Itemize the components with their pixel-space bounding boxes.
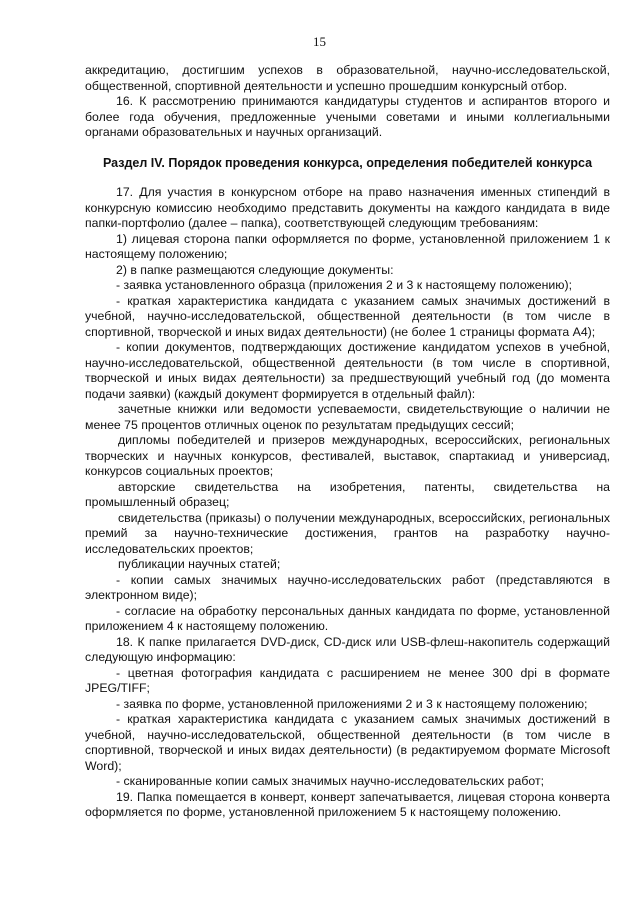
list-item: - краткая характеристика кандидата с указанием самых значимых достижений в учебной, научно-исследовательской, общественной деятельности (в том числе в спортивной, творческой и иных видах деятельности) (в редактируемом формате Microsoft Word); (85, 712, 610, 773)
list-item: свидетельства (приказы) о получении международных, всероссийских, региональных премий за научно-технические достижения, грантов на разработку научно-исследовательских проектов; (85, 510, 610, 556)
list-item: - согласие на обработку персональных данных кандидата по форме, установленной приложением 4 к настоящему положению. (85, 603, 610, 633)
paragraph-16: 16. К рассмотрению принимаются кандидатуры студентов и аспирантов второго и более года обучения, предложенные учеными советами и иными коллегиальными органами образовательных и научных организаций. (85, 94, 610, 139)
list-item: - краткая характеристика кандидата с указанием самых значимых достижений в учебной, научно-исследовательской, общественной деятельности (в том числе в спортивной, творческой и иных видах деятельности) (не более 1 страницы формата А4); (85, 293, 610, 339)
list-item: - цветная фотография кандидата с расширением не менее 300 dpi в формате JPEG/TIFF; (85, 665, 610, 695)
list-item: - заявка установленного образца (приложения 2 и 3 к настоящему положению); (116, 278, 573, 292)
document-body (85, 63, 610, 821)
paragraph-18: 18. К папке прилагается DVD-диск, CD-диск или USB-флеш-накопитель содержащий следующую информацию: (85, 634, 610, 664)
list-item: публикации научных статей; (118, 557, 281, 571)
list-item: - копии самых значимых научно-исследовательских работ (представляются в электронном виде); (85, 572, 610, 602)
section-heading: Раздел IV. Порядок проведения конкурса, определения победителей конкурса (102, 155, 593, 170)
paragraph-17: 17. Для участия в конкурсном отборе на право назначения именных стипендий в конкурсную комиссию необходимо представить документы на каждого кандидата в виде папки-портфолио (далее – папка), соответствующей следующим требованиям: (85, 185, 610, 230)
list-item: авторские свидетельства на изобретения, патенты, свидетельства на промышленный образец; (85, 479, 610, 509)
list-item: - сканированные копии самых значимых научно-исследовательских работ; (116, 774, 545, 788)
list-item: - копии документов, подтверждающих достижение кандидатом успехов в учебной, научно-исследовательской, общественной деятельности (в том числе в спортивной, творческой и иных видах деятельности) за предшествующий учебный год (до момента подачи заявки) (каждый документ формируется в отдельный файл): (85, 340, 610, 401)
list-item: зачетные книжки или ведомости успеваемости, свидетельствующие о наличии не менее 75 процентов отличных оценок по результатам предыдущих сессий; (85, 402, 610, 432)
list-item: дипломы победителей и призеров международных, всероссийских, региональных творческих и научных конкурсов, фестивалей, выставок, спартакиад и универсиад, конкурсов социальных проектов; (85, 433, 610, 478)
list-item: 2) в папке размещаются следующие документы: (116, 262, 394, 277)
list-item: - заявка по форме, установленной приложениями 2 и 3 к настоящему положению; (116, 696, 588, 711)
list-item: 1) лицевая сторона папки оформляется по форме, установленной приложением 1 к настоящему положению; (85, 231, 610, 261)
paragraph-continuation: аккредитацию, достигшим успехов в образовательной, научно-исследовательской, общественной, спортивной деятельности и успешно прошедшим конкурсный отбор. (85, 63, 610, 93)
page-number: 15 (313, 34, 326, 49)
paragraph-19: 19. Папка помещается в конверт, конверт запечатывается, лицевая сторона конверта оформляется по форме, установленной приложением 5 к настоящему положению. (85, 789, 610, 819)
